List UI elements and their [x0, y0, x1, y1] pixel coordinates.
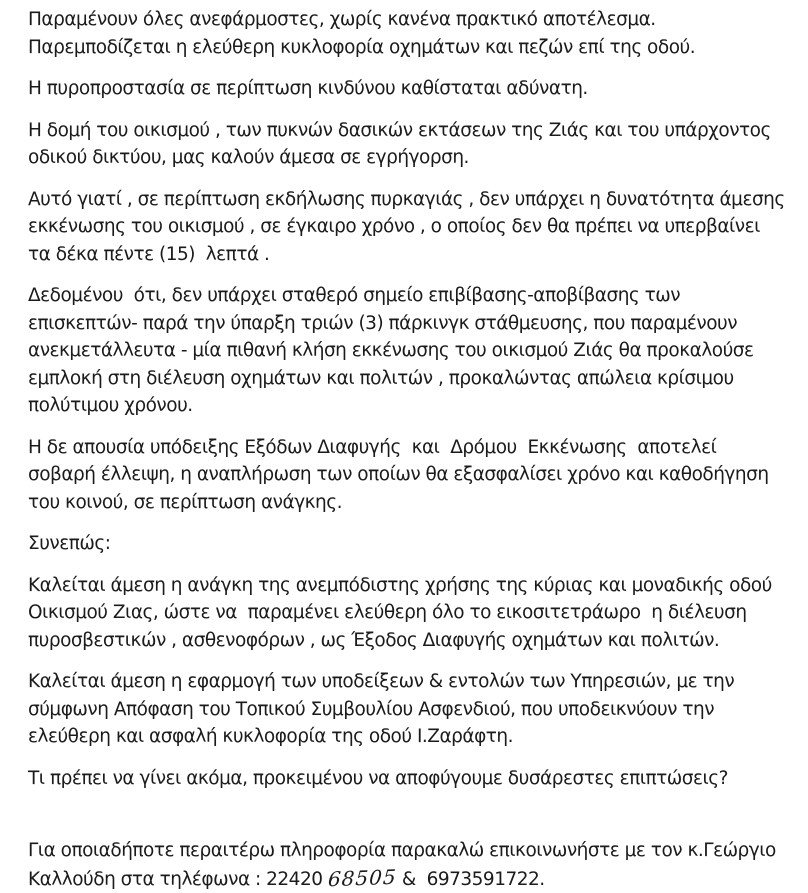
contact-phone-prefix: Καλλούδη στα τηλέφωνα : 22420: [28, 869, 328, 890]
text-line: εκκένωσης του οικισμού , σε έγκαιρο χρόνο , ο οποίος δεν θα πρέπει να υπερβαίνει: [28, 213, 798, 241]
text-line: Συνεπώς:: [28, 530, 798, 558]
text-line: εμπλοκή στη διέλευση οχημάτων και πολιτών , προκαλώντας απώλεια κρίσιμου: [28, 365, 798, 393]
paragraph: [28, 186, 798, 269]
document-body: [28, 6, 798, 792]
text-line: Η δε απουσία υπόδειξης Εξόδων Διαφυγής και Δρόμου Εκκένωσης αποτελεί: [28, 434, 798, 462]
text-line: πολύτιμου χρόνου.: [28, 392, 798, 420]
text-line: Δεδομένου ότι, δεν υπάρχει σταθερό σημείο επιβίβασης-αποβίβασης των: [28, 282, 798, 310]
text-line: Για οποιαδήποτε περαιτέρω πληροφορία παρακαλώ επικοινωνήστε με τον κ.Γεώργιο: [28, 837, 798, 865]
text-line: Παραμένουν όλες ανεφάρμοστες, χωρίς κανένα πρακτικό αποτέλεσμα.: [28, 6, 798, 34]
text-line: Οικισμού Ζιας, ώστε να παραμένει ελεύθερη όλο το εικοσιτετράωρο η διέλευση: [28, 599, 798, 627]
paragraph: [28, 572, 798, 655]
text-line: [28, 865, 798, 893]
text-line: Η δομή του οικισμού , των πυκνών δασικών εκτάσεων της Ζιάς και του υπάρχοντος: [28, 117, 798, 145]
text-line: Η πυροπροστασία σε περίπτωση κινδύνου καθίσταται αδύνατη.: [28, 75, 798, 103]
text-line: του κοινού, σε περίπτωση ανάγκης.: [28, 489, 798, 517]
contact-phone-suffix: & 6973591722.: [397, 869, 545, 890]
paragraph: [28, 75, 798, 103]
text-line: Τι πρέπει να γίνει ακόμα, προκειμένου να αποφύγουμε δυσάρεστες επιπτώσεις?: [28, 765, 798, 793]
text-line: σοβαρή έλλειψη, η αναπλήρωση των οποίων θα εξασφαλίσει χρόνο και καθοδήγηση: [28, 461, 798, 489]
text-line: ανεκμετάλλευτα - μία πιθανή κλήση εκκένωσης του οικισμού Ζιάς θα προκαλούσε: [28, 337, 798, 365]
text-line: Παρεμποδίζεται η ελεύθερη κυκλοφορία οχημάτων και πεζών επί της οδού.: [28, 34, 798, 62]
paragraph: [28, 282, 798, 420]
text-line: επισκεπτών- παρά την ύπαρξη τριών (3) πάρκινγκ στάθμευσης, που παραμένουν: [28, 310, 798, 338]
paragraph: [28, 765, 798, 793]
paragraph: [28, 530, 798, 558]
paragraph: [28, 117, 798, 172]
paragraph: [28, 434, 798, 517]
contact-paragraph: [28, 837, 798, 893]
paragraph: [28, 6, 798, 61]
text-line: τα δέκα πέντε (15) λεπτά .: [28, 241, 798, 269]
text-line: σύμφωνη Απόφαση του Τοπικού Συμβουλίου Ασφενδιού, που υποδεικνύουν την: [28, 696, 798, 724]
text-line: πυροσβεστικών , ασθενοφόρων , ως Έξοδος Διαφυγής οχημάτων και πολιτών.: [28, 627, 798, 655]
handwritten-phone-number: 68505: [327, 863, 398, 893]
text-line: Καλείται άμεση η εφαρμογή των υποδείξεων & εντολών των Υπηρεσιών, με την: [28, 668, 798, 696]
text-line: οδικού δικτύου, μας καλούν άμεσα σε εγρήγορση.: [28, 144, 798, 172]
text-line: Καλείται άμεση η ανάγκη της ανεμπόδιστης χρήσης της κύριας και μοναδικής οδού: [28, 572, 798, 600]
paragraph: [28, 668, 798, 751]
text-line: ελεύθερη και ασφαλή κυκλοφορία της οδού Ι.Ζαράφτη.: [28, 723, 798, 751]
text-line: Αυτό γιατί , σε περίπτωση εκδήλωσης πυρκαγιάς , δεν υπάρχει η δυνατότητα άμεσης: [28, 186, 798, 214]
